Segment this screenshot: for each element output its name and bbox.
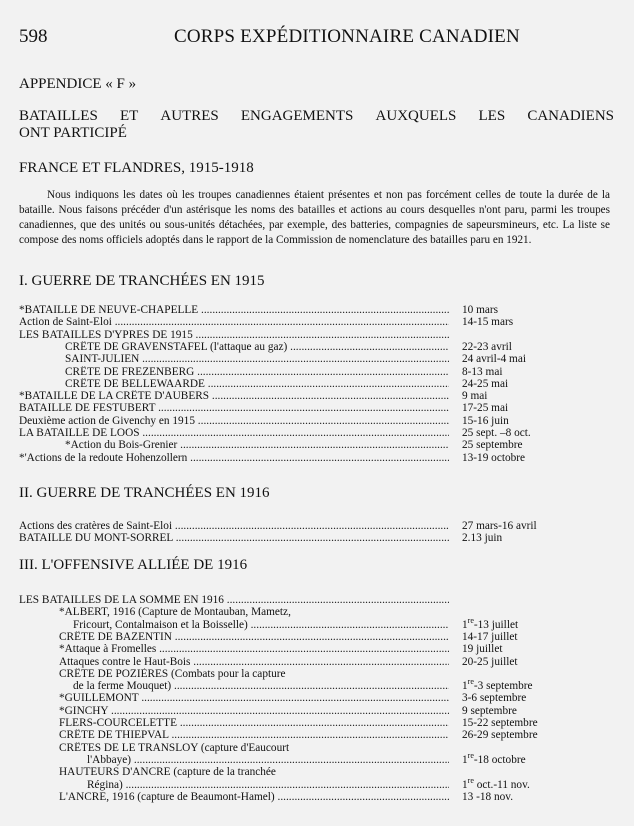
battle-entry bbox=[19, 729, 619, 742]
heading-word: AUTRES bbox=[160, 108, 219, 124]
region-heading: FRANCE ET FLANDRES, 1915-1918 bbox=[19, 160, 254, 176]
battle-date: 19 juillet bbox=[462, 643, 503, 656]
battle-entry bbox=[19, 366, 619, 379]
battle-name: Action de Saint-Eloi ..... bbox=[19, 316, 449, 329]
battle-name: LES BATAILLES D'YPRES DE 1915 ..... bbox=[19, 329, 449, 342]
battle-date: 10 mars bbox=[462, 304, 499, 316]
battle-entry bbox=[19, 520, 619, 533]
battle-date: 14-15 mars bbox=[462, 316, 514, 329]
battle-entry bbox=[19, 594, 619, 607]
battle-entry bbox=[19, 705, 619, 718]
battle-entry bbox=[19, 329, 619, 342]
heading-line-1 bbox=[19, 108, 614, 125]
battle-entry bbox=[19, 631, 619, 644]
battle-name: Actions des cratères de Saint-Eloi ..... bbox=[19, 520, 449, 533]
battle-entry bbox=[19, 353, 619, 366]
battle-entry bbox=[19, 692, 619, 705]
battle-name: *'Actions de la redoute Hohenzollern ..... bbox=[19, 452, 449, 465]
battle-date: 26-29 septembre bbox=[462, 729, 538, 742]
battle-date: 15-22 septembre bbox=[462, 717, 538, 729]
battle-date: 20-25 juillet bbox=[462, 655, 518, 668]
heading-line-2: ONT PARTICIPÉ bbox=[19, 125, 127, 141]
section-title: III. L'OFFENSIVE ALLIÉE DE 1916 bbox=[19, 557, 248, 573]
battle-entry bbox=[19, 415, 619, 428]
battle-date: 24-25 mai bbox=[462, 377, 509, 390]
battle-name: *BATAILLE DE LA CRÊTE D'AUBERS ..... bbox=[19, 390, 449, 403]
battle-name: Deuxième action de Givenchy en 1915 ..... bbox=[19, 415, 449, 428]
section-title: II. GUERRE DE TRANCHÉES EN 1916 bbox=[19, 485, 270, 501]
battle-name: CRÊTE DE THIEPVAL ..... bbox=[19, 729, 449, 742]
battle-entry bbox=[19, 390, 619, 403]
heading-word: ET bbox=[119, 108, 139, 124]
document-heading bbox=[19, 108, 614, 142]
battle-entry bbox=[19, 304, 619, 317]
battle-entry bbox=[19, 615, 619, 632]
heading-word: AUXQUELS bbox=[375, 108, 457, 124]
battle-date: 1re-18 octobre bbox=[462, 751, 526, 766]
battle-name: BATAILLE DE FESTUBERT ..... bbox=[19, 402, 449, 415]
battle-name: Fricourt, Contalmaison et la Boisselle) ..... bbox=[19, 619, 449, 632]
battle-name: *BATAILLE DE NEUVE-CHAPELLE ..... bbox=[19, 304, 449, 317]
battle-entry bbox=[19, 402, 619, 415]
battle-entry bbox=[19, 606, 619, 619]
section-title: I. GUERRE DE TRANCHÉES EN 1915 bbox=[19, 273, 265, 289]
battle-entry bbox=[19, 643, 619, 656]
battle-name: CRÊTES DE LE TRANSLOY (capture d'Eaucourt bbox=[59, 741, 290, 754]
battle-name: CRÊTE DE POZIÈRES (Combats pour la capture bbox=[59, 667, 286, 680]
battle-date: 17-25 mai bbox=[462, 402, 509, 415]
battle-date: 3-6 septembre bbox=[462, 692, 527, 705]
battle-date: 13 -18 nov. bbox=[462, 790, 514, 803]
battle-date: 1re-3 septembre bbox=[462, 677, 533, 693]
battle-entry bbox=[19, 677, 619, 693]
heading-word: CANADIENS bbox=[527, 108, 614, 124]
battle-name: Attaques contre le Haut-Bois ..... bbox=[19, 656, 449, 669]
battle-name: *Action du Bois-Grenier ..... bbox=[19, 439, 449, 452]
intro-paragraph: Nous indiquons les dates où les troupes canadiennes étaient présentes et non pas forcément celles de toute la durée de la bataille. Nous faisons précéder d'un astérisque les noms des batailles et actions au cours desquelles n'ont paru, parmi les troupes canadiennes, que des unités ou sous-unités détachées, par exemple, des batteries, compagnies de sapeursmineurs, etc. La liste se compose des noms officiels adoptés dans le rapport de la Commission de nomenclature des batailles paru en 1921. bbox=[19, 189, 610, 246]
battle-date: 1re-13 juillet bbox=[462, 615, 519, 631]
battle-name: CRÊTE DE FREZENBERG ..... bbox=[19, 366, 449, 379]
battle-entry bbox=[19, 316, 619, 329]
heading-word: LES bbox=[478, 108, 506, 124]
battle-name: CRÊTE DE BELLEWAARDE ..... bbox=[19, 378, 449, 391]
battle-entry bbox=[19, 378, 619, 391]
battle-name: FLERS-COURCELETTE ..... bbox=[19, 717, 449, 730]
battle-date: 9 mai bbox=[462, 390, 488, 403]
battle-name: CRÊTE DE GRAVENSTAFEL (l'attaque au gaz) ..... bbox=[19, 341, 449, 354]
battle-entry bbox=[19, 341, 619, 354]
battle-date: 25 sept. –8 oct. bbox=[462, 427, 531, 439]
battle-date: 25 septembre bbox=[462, 439, 523, 452]
battle-date: 22-23 avril bbox=[462, 340, 512, 353]
battle-entry bbox=[19, 656, 619, 669]
battle-entry bbox=[19, 439, 619, 452]
battle-entry bbox=[19, 532, 619, 545]
page-number: 598 bbox=[19, 26, 48, 47]
battle-name: l'Abbaye) ..... bbox=[19, 754, 449, 767]
battle-name: LA BATAILLE DE LOOS ..... bbox=[19, 427, 449, 440]
battle-date: 24 avril-4 mai bbox=[462, 353, 526, 366]
battle-entry bbox=[19, 775, 619, 792]
battle-entry bbox=[19, 791, 619, 804]
battle-date: 8-13 mai bbox=[462, 365, 503, 378]
heading-word: BATAILLES bbox=[19, 108, 98, 124]
running-title: CORPS EXPÉDITIONNAIRE CANADIEN bbox=[174, 26, 520, 47]
battle-entry bbox=[19, 427, 619, 440]
battle-entry bbox=[19, 751, 619, 767]
battle-date: 15-16 juin bbox=[462, 414, 509, 427]
battle-date: 9 septembre bbox=[462, 704, 517, 717]
battle-date: 14-17 juillet bbox=[462, 630, 518, 643]
battle-entry bbox=[19, 717, 619, 730]
battle-entry bbox=[19, 668, 619, 681]
battle-name: *GUILLEMONT ..... bbox=[19, 692, 449, 705]
battle-name: Régina) ..... bbox=[19, 779, 449, 792]
battle-date: 13-19 octobre bbox=[462, 451, 526, 464]
battle-date: 1re oct.-11 nov. bbox=[462, 775, 530, 791]
battle-date: 2.13 juin bbox=[462, 532, 503, 545]
battle-name: BATAILLE DU MONT-SORREL ..... bbox=[19, 532, 449, 545]
battle-name: SAINT-JULIEN ..... bbox=[19, 353, 449, 366]
battle-name: *Attaque à Fromelles ..... bbox=[19, 643, 449, 656]
battle-name: *ALBERT, 1916 (Capture de Montauban, Mametz, bbox=[59, 606, 291, 619]
running-header bbox=[19, 26, 616, 48]
battle-entry bbox=[19, 766, 619, 779]
battle-name: *GINCHY ..... bbox=[19, 705, 449, 718]
battle-entry bbox=[19, 452, 619, 465]
battle-name: HAUTEURS D'ANCRE (capture de la tranchée bbox=[59, 766, 276, 779]
battle-date: 27 mars-16 avril bbox=[462, 520, 537, 532]
battle-entry bbox=[19, 742, 619, 755]
heading-word: ENGAGEMENTS bbox=[240, 108, 354, 124]
battle-name: de la ferme Mouquet) ..... bbox=[19, 680, 449, 693]
battle-name: LES BATAILLES DE LA SOMME EN 1916 ..... bbox=[19, 594, 449, 607]
appendix-label: APPENDICE « F » bbox=[19, 76, 137, 92]
battle-name: CRÊTE DE BAZENTIN ..... bbox=[19, 631, 449, 644]
battle-name: L'ANCRE, 1916 (capture de Beaumont-Hamel) ..... bbox=[19, 791, 449, 804]
